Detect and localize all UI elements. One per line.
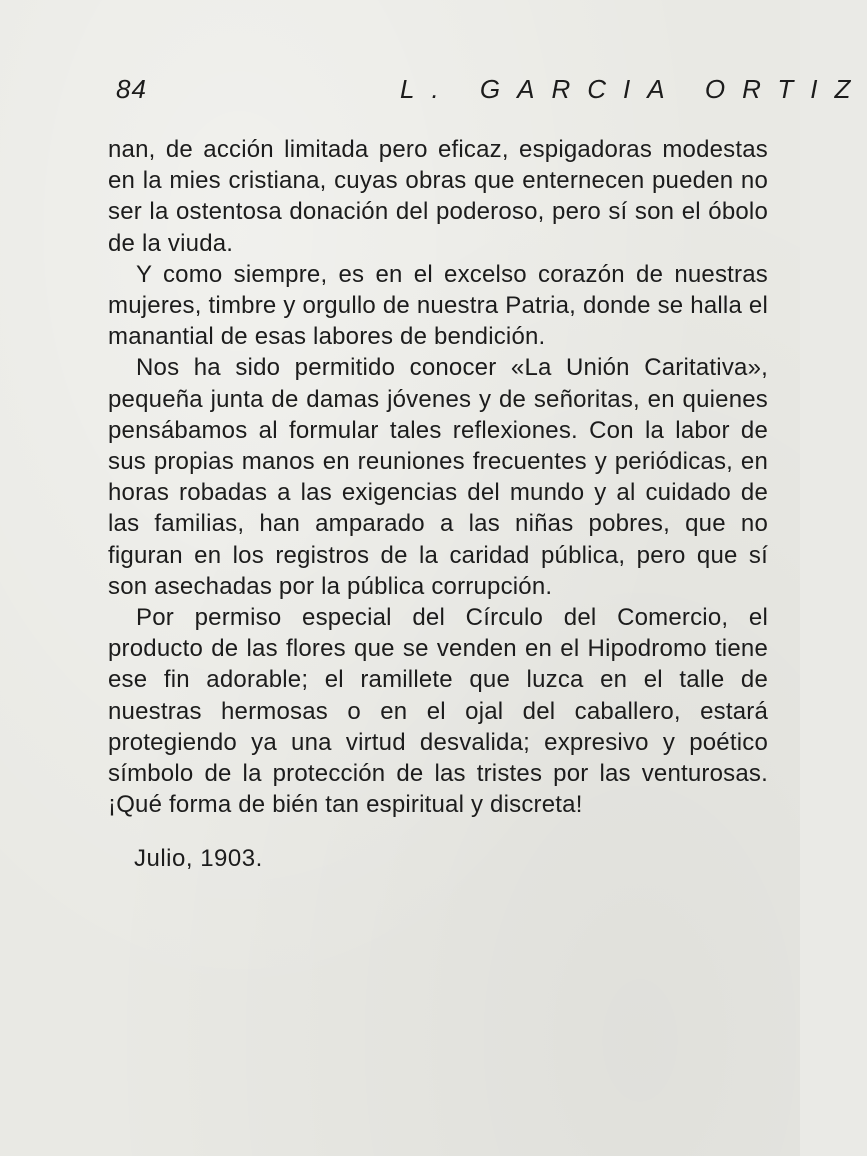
body-text (108, 134, 768, 820)
page-header (116, 74, 867, 114)
running-title: L. GARCIA ORTIZ (400, 74, 867, 104)
date-signature: Julio, 1903. (134, 845, 263, 872)
paragraph: Nos ha sido permitido conocer «La Unión Caritativa», pequeña junta de damas jóvenes y de señoritas, en quienes pensábamos al formular tales reflexiones. Con la labor de sus propias manos en reuniones frecuentes y periódicas, en horas robadas a las exigencias del mundo y al cuidado de las familias, han amparado a las niñas pobres, que no figuran en los registros de la caridad pública, pero que sí son asechadas por la pública corrupción. (108, 354, 768, 600)
page-number: 84 (116, 74, 147, 104)
paragraph: Y como siempre, es en el excelso corazón de nuestras mujeres, timbre y orgullo de nuestra Patria, donde se halla el manantial de esas labores de bendición. (108, 260, 768, 351)
paragraph-continuation: nan, de acción limitada pero eficaz, espigadoras modestas en la mies cristiana, cuyas obras que enternecen pueden no ser la ostentosa donación del poderoso, pero sí son el óbolo de la viuda. (108, 136, 768, 257)
paragraph: Por permiso especial del Círculo del Comercio, el producto de las flores que se venden en el Hipodromo tiene ese fin adorable; el ramillete que luzca en el talle de nuestras hermosas o en el ojal del caballero, estará protegiendo ya una virtud desvalida; expresivo y poético símbolo de la protección de las tristes por las venturosas. ¡Qué forma de bién tan espiritual y discreta! (108, 604, 768, 819)
